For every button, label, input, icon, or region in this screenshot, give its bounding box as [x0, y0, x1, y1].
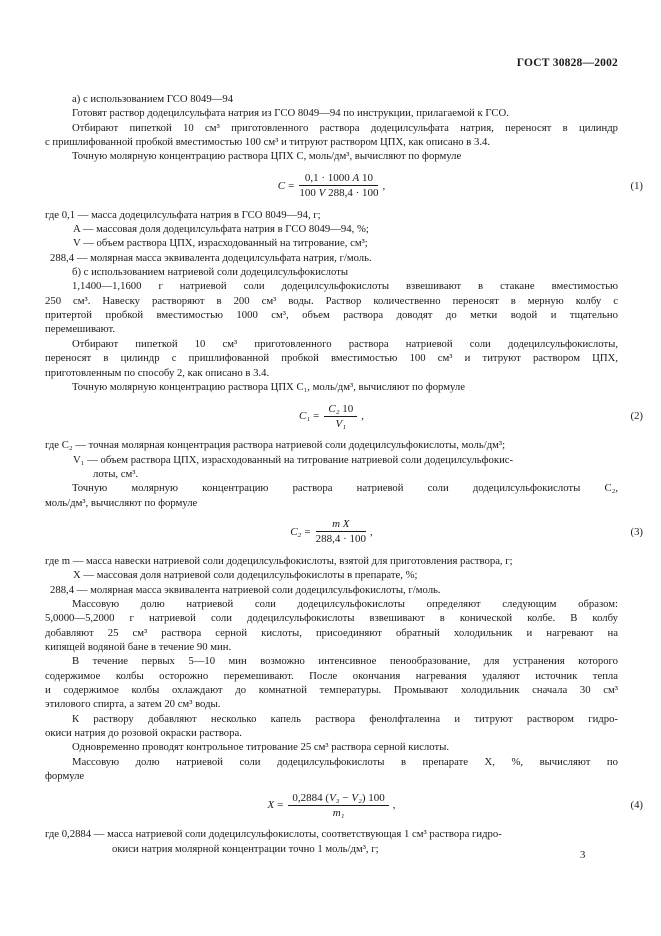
- formula: [45, 401, 643, 431]
- text-line: 288,4 — молярная масса эквивалента додецилсульфата натрия, г/моль.: [50, 251, 372, 264]
- text-line: Точную молярную концентрацию раствора ЦПХ C₁, моль/дм³, вычисляют по формуле: [72, 380, 465, 393]
- text-line: Отбирают пипеткой 10 см³ приготовленного раствора натриевой соли додецилсульфокислоты,: [72, 337, 618, 350]
- formula-number: (1): [630, 179, 643, 192]
- text-line: Готовят раствор додецилсульфата натрия из ГСО 8049—94 по инструкции, прилагаемой к ГСО.: [72, 107, 509, 120]
- text-line: V₁ — объем раствора ЦПХ, израсходованный на титрование натриевой соли додецилсульфокис-: [73, 453, 514, 466]
- formula-term: 0,1 · 1000: [304, 172, 353, 185]
- formula-term: m₁: [332, 806, 345, 819]
- equals-sign: =: [288, 179, 295, 192]
- text-line: Массовую долю натриевой соли додецилсульфокислоты определяют следующим образом:: [72, 597, 618, 610]
- text-line: 288,4 — молярная масса эквивалента натриевой соли додецилсульфокислоты, г/моль.: [50, 583, 441, 596]
- text-line: где 0,2884 — масса натриевой соли додецилсульфокислоты, соответствующая 1 см³ раствора гидро-: [45, 828, 502, 841]
- text-line: содержимое колбы осторожно перемешивают. После окончания нагревания удаляют источник тепла: [45, 669, 618, 682]
- text-line: Массовую долю натриевой соли додецилсульфокислоты в препарате X, %, вычисляют по: [72, 755, 618, 768]
- formula-term: C₂: [290, 525, 302, 538]
- text-line: V — объем раствора ЦПХ, израсходованный на титрование, см³;: [73, 237, 368, 250]
- text-line: 5,0000—5,2000 г натриевой соли додецилсульфокислоты взвешивают в конической колбе. В колбу: [45, 612, 618, 625]
- formula-term: 10: [359, 172, 373, 185]
- document-header-gost-number: ГОСТ 30828—2002: [516, 57, 618, 69]
- fraction: [288, 792, 388, 819]
- text-line: добавляют 25 см³ раствора серной кислоты, присоединяют обратный холодильник и нагревают на: [45, 626, 618, 639]
- formula-comma: ,: [361, 410, 365, 423]
- formula-term: V₁: [335, 417, 347, 430]
- formula: [45, 517, 643, 547]
- formula-number: (4): [630, 799, 643, 812]
- formula: [45, 790, 643, 820]
- text-line: 1,1400—1,1600 г натриевой соли додецилсульфокислоты взвешивают в стакане вместимостью: [72, 280, 618, 293]
- formula-term: X: [267, 799, 275, 812]
- text-line: К раствору добавляют несколько капель раствора фенолфталеина и титруют раствором гидро-: [72, 712, 618, 725]
- formula-expression: [278, 171, 385, 201]
- formula-term: ) 100: [361, 791, 385, 804]
- text-line: где m — масса навески натриевой соли додецилсульфокислоты, взятой для приготовления раствора, г;: [45, 554, 513, 567]
- formula-term: 10: [339, 402, 354, 415]
- text-line: а) с использованием ГСО 8049—94: [72, 93, 234, 105]
- text-line: В течение первых 5—10 мин возможно интенсивное пенообразование, для устранения которого: [72, 655, 618, 668]
- formula-comma: ,: [392, 799, 396, 812]
- text-line: и содержимое колбы охлаждают до комнатной температуры. Промывают холодильник сначала 30 см³: [45, 684, 618, 696]
- formula-expression: [299, 401, 364, 431]
- formula-term: C₁: [298, 410, 311, 423]
- formula-expression: [290, 517, 373, 547]
- equals-sign: =: [304, 525, 311, 538]
- text-line: кипящей водяной бане в течение 90 мин.: [45, 640, 232, 653]
- formula-term: V₃: [329, 791, 340, 804]
- formula-term: V₂: [351, 791, 362, 804]
- formula-term: C: [277, 179, 286, 192]
- formula-term: C₂: [328, 402, 340, 415]
- formula-number: (3): [630, 525, 643, 538]
- fraction: [299, 172, 378, 199]
- formula-term: −: [339, 791, 352, 804]
- text-line: окиси натрия молярной концентрации точно 1 моль/дм³, г;: [112, 842, 379, 855]
- formula-term: A: [352, 172, 360, 185]
- equals-sign: =: [313, 410, 320, 423]
- text-line: A — массовая доля додецилсульфата натрия в ГСО 8049—94, %;: [73, 223, 369, 236]
- text-line: где 0,1 — масса додецилсульфата натрия в ГСО 8049—94, г;: [45, 208, 321, 221]
- text-line: 250 см³. Навеску растворяют в 200 см³ воды. Раствор количественно переносят в мерную колбу с: [45, 294, 618, 307]
- text-line: Отбирают пипеткой 10 см³ приготовленного раствора додецилсульфата натрия, переносят в цилиндр: [72, 121, 618, 134]
- text-line: лоты, см³.: [93, 467, 139, 480]
- text-line: этилового спирта, а затем 20 см³ воды.: [45, 698, 221, 711]
- text-line: Точную молярную концентрацию раствора ЦПХ C, моль/дм³, вычисляют по формуле: [72, 150, 462, 163]
- formula-term: 288,4 · 100: [315, 533, 367, 546]
- text-line: притертой пробкой вместимостью 1000 см³, объем раствора доводят до метки водой и тщательно: [45, 309, 618, 322]
- formula-term: V: [318, 187, 326, 200]
- text-line: X — массовая доля натриевой соли додецилсульфокислоты в препарате, %;: [73, 569, 418, 582]
- page-number: 3: [580, 849, 586, 861]
- text-line: Точную молярную концентрацию раствора натриевой соли додецилсульфокислоты C₂,: [72, 482, 618, 495]
- formula-comma: ,: [370, 525, 373, 538]
- document-body: [45, 92, 643, 856]
- text-line: где C₂ — точная молярная концентрация раствора натриевой соли додецилсульфокислоты, моль/дм³;: [45, 439, 506, 452]
- fraction: [324, 403, 357, 430]
- fraction: [316, 518, 366, 545]
- text-line: Одновременно проводят контрольное титрование 25 см³ раствора серной кислоты.: [72, 741, 449, 754]
- formula-comma: ,: [382, 179, 386, 192]
- equals-sign: =: [277, 799, 284, 812]
- formula-number: (2): [630, 410, 643, 423]
- text-line: окиси натрия до розовой окраски раствора.: [45, 727, 242, 740]
- text-line: формуле: [45, 770, 85, 783]
- text-line: переносят в цилиндр с пришлифованной пробкой вместимостью 100 см³ и титруют раствором ЦПХ,: [45, 352, 618, 365]
- formula-term: 100: [299, 187, 319, 200]
- formula-term: 288,4 · 100: [325, 187, 379, 200]
- formula: [45, 171, 643, 201]
- text-line: моль/дм³, вычисляют по формуле: [45, 496, 198, 509]
- formula-expression: [267, 790, 395, 820]
- text-line: с пришлифованной пробкой вместимостью 100 см³ и титруют раствором ЦПХ, как описано в 3.4.: [45, 136, 491, 149]
- formula-term: 0,2884 (: [292, 791, 330, 804]
- text-line: приготовленным по способу 2, как описано в 3.4.: [45, 366, 270, 379]
- formula-term: m X: [332, 518, 350, 531]
- text-line: перемешивают.: [45, 323, 116, 336]
- text-line: б) с использованием натриевой соли додецилсульфокислоты: [72, 266, 349, 279]
